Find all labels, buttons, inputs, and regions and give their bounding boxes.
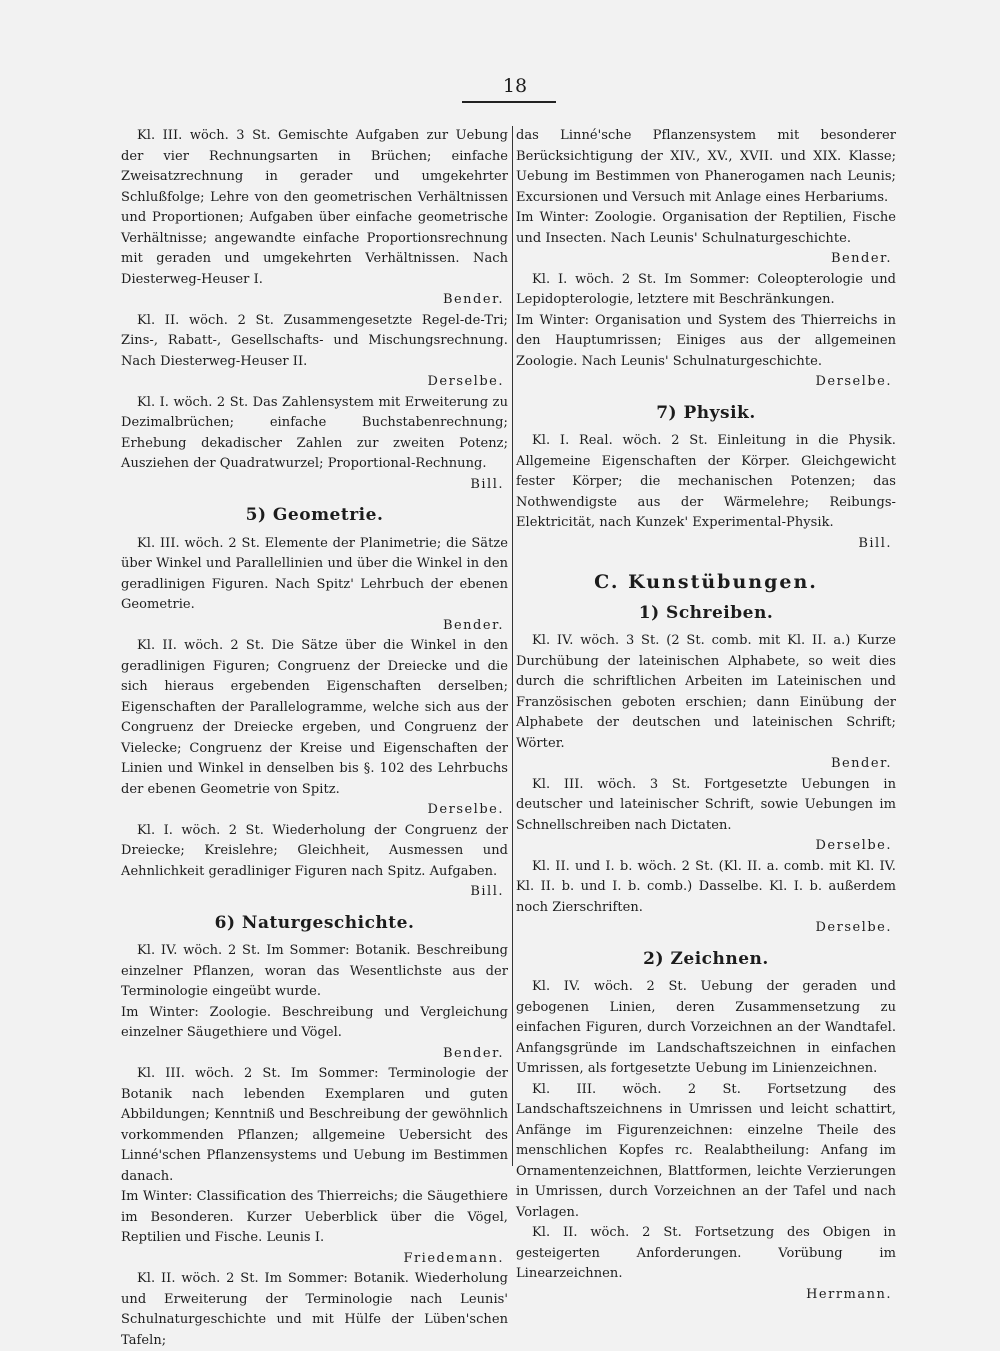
paragraph: das Linné'sche Pflanzensystem mit besonderer Berücksichtigung der XIV., XV., XVII. und XIX. Klasse; Uebung im Bestimmen von Phanerogamen nach Leunis; Excursionen und Versuch mit Anlage eines Herbariums.: [516, 128, 896, 205]
signature: Derselbe.: [815, 920, 892, 935]
paragraph: Kl. IV. wöch. 3 St. (2 St. comb. mit Kl. II. a.) Kurze Durchübung der lateinischen Alphabete, so weit dies durch die schriftlichen Arbeiten im Lateinischen und Französischen geboten erschien; dann Einübung der Alphabete der deutschen und lateinischen Schrift; Wörter.: [516, 633, 896, 751]
signature: Derselbe.: [815, 374, 892, 389]
paragraph: Kl. IV. wöch. 2 St. Uebung der geraden und gebogenen Linien, deren Zusammensetzung zu einfachen Figuren, durch Vorzeichnen an der Wandtafel. Anfangsgründe im Landschaftszeichnen in einfachen Umrissen, als fortgesetzte Uebung im Linienzeichnen.: [516, 979, 896, 1076]
paragraph: Kl. II. wöch. 2 St. Die Sätze über die Winkel in den geradlinigen Figuren; Congruenz der Dreiecke und die sich hieraus ergebenden Eigenschaften derselben; Eigenschaften der Parallelogramme, welche sich aus der Congruenz der Dreiecke ergeben, und Congruenz der Vielecke; Congruenz der Kreise und Eigenschaften der Linien und Winkel in denselben bis §. 102 des Lehrbuchs der ebenen Geometrie von Spitz.: [121, 638, 508, 797]
paragraph: Im Winter: Zoologie. Organisation der Reptilien, Fische und Insecten. Nach Leunis' Schulnaturgeschichte.: [516, 210, 896, 246]
paragraph: Kl. III. wöch. 2 St. Fortsetzung des Landschaftszeichnens in Umrissen und leicht schattirt, Anfänge im Figurenzeichnen: einzelne Theile des menschlichen Kopfes rc. Realabtheilung: Anfang im Ornamentenzeichnen, Blattformen, leichte Verzierungen in Umrissen, durch Vorzeichnen an der Tafel und nach Vorlagen.: [516, 1081, 896, 1220]
signature: Bill.: [470, 884, 504, 899]
signature: Bill.: [470, 476, 504, 492]
signature: Bender.: [830, 251, 892, 266]
signature: Derselbe.: [815, 838, 892, 853]
signature: Bender.: [442, 1045, 504, 1061]
paragraph: Kl. I. wöch. 2 St. Das Zahlensystem mit Erweiterung zu Dezimalbrüchen; einfache Buchstabenrechnung; Erhebung dekadischer Zahlen zur zweiten Potenz; Ausziehen der Quadratwurzel; Proportional-Rechnung.: [121, 394, 508, 471]
signature: Bender.: [442, 617, 504, 633]
paragraph: Im Winter: Zoologie. Beschreibung und Vergleichung einzelner Säugethiere und Vögel.: [121, 1004, 508, 1040]
signature: Derselbe.: [427, 802, 504, 817]
section-heading: 2) Zeichnen.: [643, 948, 769, 969]
signature: Bill.: [858, 535, 892, 551]
section-heading: 1) Schreiben.: [638, 602, 774, 623]
paragraph: Kl. IV. wöch. 2 St. Im Sommer: Botanik. Beschreibung einzelner Pflanzen, woran das Wesentlichste aus der Terminologie eingeübt wurde.: [121, 943, 508, 999]
paragraph: Kl. II. wöch. 2 St. Fortsetzung des Obigen in gesteigerten Anforderungen. Vorübung im Linearzeichnen.: [516, 1225, 896, 1281]
paragraph: Kl. II. wöch. 2 St. Im Sommer: Botanik. Wiederholung und Erweiterung der Terminologie nach Leunis' Schulnaturgeschichte und mit Hülfe der Lüben'schen Tafeln;: [121, 1271, 508, 1348]
signature: Derselbe.: [427, 374, 504, 389]
paragraph: Kl. I. wöch. 2 St. Wiederholung der Congruenz der Dreiecke; Kreislehre; Gleichheit, Ausmessen und Aehnlichkeit geradliniger Figuren nach Spitz. Aufgaben.: [121, 822, 508, 879]
paragraph: Kl. III. wöch. 3 St. Gemischte Aufgaben zur Uebung der vier Rechnungsarten in Brüchen; einfache Zweisatzrechnung in gerader und umgekehrter Schlußfolge; Lehre von den geometrischen Verhältnissen und Proportionen; Aufgaben über einfache geometrische Verhältnisse; angewandte einfache Proportionsrechnung mit geraden und umgekehrten Verhältnissen. Nach Diesterweg-Heuser I.: [121, 128, 508, 287]
part-heading: C. Kunstübungen.: [594, 571, 818, 593]
right-column: [516, 126, 896, 1305]
signature: Bender.: [442, 292, 504, 307]
section-heading: 7) Physik.: [656, 402, 756, 423]
paragraph: Kl. III. wöch. 3 St. Fortgesetzte Uebungen in deutscher und lateinischer Schrift, sowie Uebungen im Schnellschreiben nach Dictaten.: [516, 776, 896, 833]
paragraph: Kl. III. wöch. 2 St. Im Sommer: Terminologie der Botanik nach lebenden Exemplaren und guten Abbildungen; Kenntniß und Beschreibung der gewöhnlich vorkommenden Pflanzen; allgemeine Uebersicht des Linné'schen Pflanzensystems und Uebung im Bestimmen danach.: [121, 1066, 508, 1184]
signature: Herrmann.: [806, 1286, 892, 1302]
page-number-rule: [462, 101, 556, 103]
page-number: 18: [502, 75, 528, 97]
signature: Bender.: [830, 756, 892, 771]
paragraph: Kl. I. wöch. 2 St. Im Sommer: Coleopterologie und Lepidopterologie, letztere mit Beschränkungen.: [516, 271, 896, 307]
paragraph: Kl. II. wöch. 2 St. Zusammengesetzte Regel-de-Tri; Zins-, Rabatt-, Gesellschafts- und Mischungsrechnung. Nach Diesterweg-Heuser II.: [121, 312, 508, 369]
signature: Friedemann.: [403, 1250, 504, 1266]
section-heading: 5) Geometrie.: [245, 505, 384, 525]
left-column: [121, 126, 508, 1351]
paragraph: Im Winter: Classification des Thierreichs; die Säugethiere im Besonderen. Kurzer Ueberblick über die Vögel, Reptilien und Fische. Leunis I.: [121, 1189, 508, 1245]
paragraph: Kl. I. Real. wöch. 2 St. Einleitung in die Physik. Allgemeine Eigenschaften der Körper. Gleichgewicht fester Körper; die mechanischen Potenzen; das Nothwendigste aus der Wärmelehre; Reibungs-Elektricität, nach Kunzek' Experimental-Physik.: [516, 433, 896, 530]
column-divider: [512, 126, 513, 1166]
section-heading: 6) Naturgeschichte.: [214, 912, 415, 933]
paragraph: Im Winter: Organisation und System des Thierreichs in den Hauptumrissen; Einiges aus der allgemeinen Zoologie. Nach Leunis' Schulnaturgeschichte.: [516, 312, 896, 369]
paragraph: Kl. III. wöch. 2 St. Elemente der Planimetrie; die Sätze über Winkel und Parallellinien und über die Winkel in den geradlinigen Figuren. Nach Spitz' Lehrbuch der ebenen Geometrie.: [121, 535, 508, 612]
paragraph: Kl. II. und I. b. wöch. 2 St. (Kl. II. a. comb. mit Kl. IV. Kl. II. b. und I. b. comb.) Dasselbe. Kl. I. b. außerdem noch Zierschriften.: [516, 858, 896, 915]
